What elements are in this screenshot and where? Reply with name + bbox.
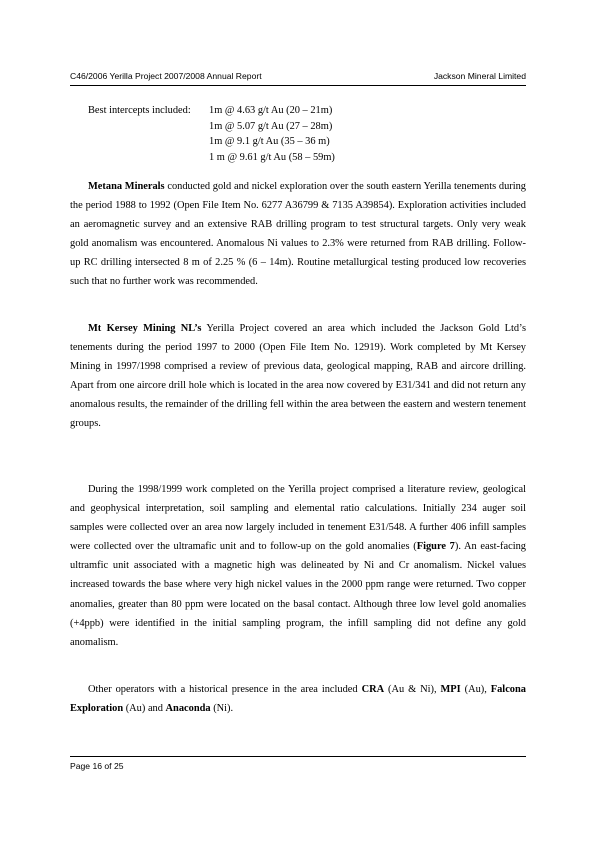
operator-falcona: Falcona Exploration (70, 684, 526, 715)
figure-reference: Figure 7 (416, 541, 455, 553)
operator-cra: CRA (361, 684, 385, 695)
page-header (70, 71, 526, 85)
paragraph-1998-work (70, 480, 526, 652)
report-title: C46/2006 Yerilla Project 2007/2008 Annual Report (70, 71, 262, 81)
paragraph-metana (70, 177, 526, 292)
paragraph-text: ). An east-facing ultramfic unit associated with a magnetic high was delineated by Ni and Cr anomalism. Nickel values increased towards the base where very high nickel values in the 2000 ppm range were returned. Two copper anomalies, greater than 80 ppm were located on the basal contact. Although three low level gold anomalies (+4ppb) were identified in the initial sampling program, the infill sampling did not define any gold anomalism. (70, 541, 526, 648)
intercept-item: 1m @ 4.63 g/t Au (20 – 21m) (209, 105, 333, 116)
operator-anaconda: Anaconda (165, 703, 211, 715)
paragraph-mt-kersey (70, 319, 526, 434)
paragraph-text: conducted gold and nickel exploration over the south eastern Yerilla tenements during the period 1988 to 1992 (Open File Item No. 6277 A36799 & 7135 A39854). Exploration activities included an aeromagnetic survey and an extensive RAB drilling program to test structural targets. Only very weak gold anomalism was encountered. Anomalous Ni values to 2.3% were returned from RAB drilling. Follow-up RC drilling intersected 8 m of 2.25 % (6 – 14m). Routine metallurgical testing produced low recoveries such that no further work was recommended. (70, 181, 527, 288)
paragraph-text: (Au) and (123, 703, 166, 715)
intercepts-label: Best intercepts included: (88, 105, 191, 116)
company-name: Jackson Mineral Limited (433, 71, 526, 81)
company-metana: Metana Minerals (88, 181, 165, 192)
paragraph-other-operators (70, 680, 526, 718)
company-mt-kersey: Mt Kersey Mining NL’s (88, 323, 202, 334)
footer-divider (70, 756, 526, 757)
header-divider (70, 85, 526, 86)
operator-mpi: MPI (440, 684, 461, 695)
paragraph-text: Yerilla Project covered an area which included the Jackson Gold Ltd’s tenements during the period 1997 to 2000 (Open File Item No. 12919). Work completed by Mt Kersey Mining in 1997/1998 comprised a review of previous data, geological mapping, RAB and aircore drilling. Apart from one aircore drill hole which is located in the area now covered by E31/341 and did not return any anomalous results, the remainder of the drilling fell within the area between the eastern and western tenement groups. (70, 323, 526, 430)
intercepts-list (209, 103, 335, 165)
intercept-item: 1m @ 9.1 g/t Au (35 – 36 m) (209, 136, 330, 147)
intercept-item: 1 m @ 9.61 g/t Au (58 – 59m) (209, 151, 335, 163)
paragraph-text: (Au & Ni), (384, 684, 441, 695)
paragraph-text: During the 1998/1999 work completed on the Yerilla project comprised a literature review, geological and geophysical interpretation, soil sampling and elemental ratio calculations. Initially 234 auger soil samples were collected over an area now largely included in tenement E31/548. A further 406 infill samples were collected over the ultramafic unit and to follow-up on the gold anomalies ( (70, 484, 526, 553)
paragraph-text: (Ni). (210, 703, 234, 715)
paragraph-text: Other operators with a historical presence in the area included (88, 684, 362, 695)
page-number: Page 16 of 25 (70, 761, 124, 771)
paragraph-text: (Au), (460, 684, 491, 695)
intercept-item: 1m @ 5.07 g/t Au (27 – 28m) (209, 120, 333, 132)
